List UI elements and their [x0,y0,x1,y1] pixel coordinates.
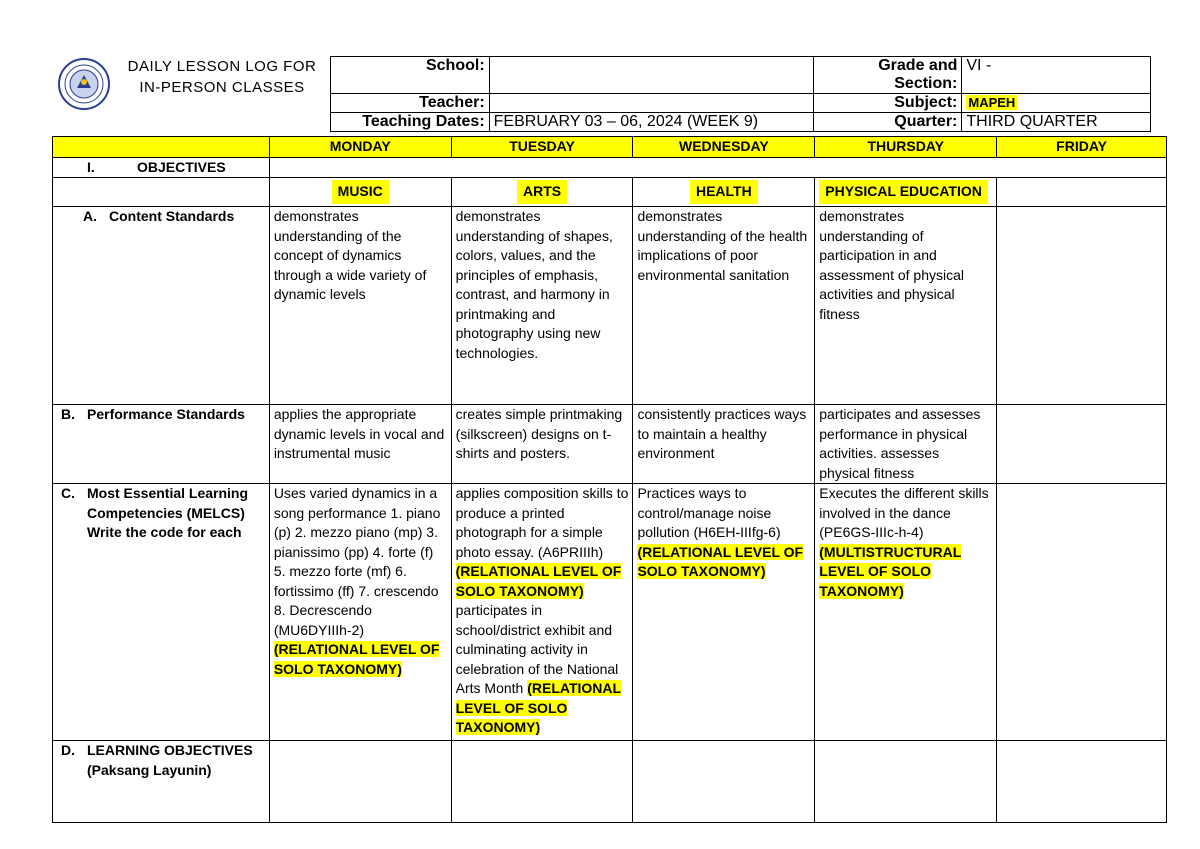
melcs-health-text: Practices ways to control/manage noise pollution (H6EH-IIIfg-6) [637,485,781,540]
melcs-pe-text: Executes the different skills involved in the dance (PE6GS-IIIc-h-4) [819,485,989,540]
subject-row-label [53,178,270,207]
objectives-number: I. [87,158,95,175]
subject-pe-cell [815,178,997,207]
day-header-row [53,137,1167,158]
teacher-value [489,94,813,113]
day-monday: MONDAY [269,137,451,158]
melcs-friday [997,484,1167,741]
title-line-1: DAILY LESSON LOG FOR [127,58,317,75]
performance-standards-label [53,405,270,484]
melcs-line-2: Competencies (MELCS) [87,504,245,521]
melcs-letter: C. [61,485,75,501]
day-thursday: THURSDAY [815,137,997,158]
melcs-arts [451,484,633,741]
performance-title: Performance Standards [87,406,245,422]
day-tuesday: TUESDAY [451,137,633,158]
objectives-blank [269,157,1166,178]
melcs-health-solo: (RELATIONAL LEVEL OF SOLO TAXONOMY) [637,543,804,579]
subject-arts: ARTS [517,180,567,204]
performance-arts: creates simple printmaking (silkscreen) designs on t-shirts and posters. [451,405,633,484]
performance-standards-row [53,405,1167,484]
performance-health: consistently practices ways to maintain a healthy environment [633,405,815,484]
school-value [489,57,813,94]
content-arts: demonstrates understanding of shapes, colors, values, and the principles of emphasis, contrast, and harmony in printmaking and photography using new technologies. [451,207,633,405]
subject-health: HEALTH [690,180,758,204]
melcs-label [53,484,270,741]
teacher-label: Teacher: [331,94,490,113]
content-standards-row [53,207,1167,405]
melcs-arts-solo-1: (RELATIONAL LEVEL OF SOLO TAXONOMY) [455,563,622,599]
melcs-music-text: Uses varied dynamics in a song performance 1. piano (p) 2. mezzo piano (mp) 3. pianissimo (pp) 4. forte (f) 5. mezzo forte (mf) 6. fortissimo (ff) 7. crescendo 8. Decrescendo (MU6DYIIIh-2) [273,485,441,638]
day-friday: FRIDAY [997,137,1167,158]
performance-friday [997,405,1167,484]
title-line-2: IN-PERSON CLASSES [139,79,305,96]
document-title [114,56,330,98]
learning-objectives-label [53,741,270,823]
dates-value: FEBRUARY 03 – 06, 2024 (WEEK 9) [489,113,813,132]
content-standards-label [53,207,270,405]
melcs-health [633,484,815,741]
subject-pe: PHYSICAL EDUCATION [819,180,988,204]
subject-value: MAPEH [968,95,1016,110]
subject-label: Subject: [813,94,962,113]
school-label: School: [331,57,490,94]
lo-title [87,741,253,780]
grade-label: Grade and Section: [813,57,962,94]
melcs-label-wrap [61,484,265,543]
melcs-arts-text-2: participates in school/district exhibit and culminating activity in celebration of the National Arts Month [455,602,619,696]
subject-music-cell [269,178,451,207]
dates-label: Teaching Dates: [331,113,490,132]
melcs-title [87,484,248,543]
lesson-log-table [52,136,1167,823]
melcs-music [269,484,451,741]
lo-label-wrap [61,741,265,780]
content-health: demonstrates understanding of the health implications of poor environmental sanitation [633,207,815,405]
quarter-value: THIRD QUARTER [962,113,1151,132]
subject-value-cell [962,94,1151,113]
lo-friday [997,741,1167,823]
header-info-table [330,56,1151,132]
content-friday [997,207,1167,405]
performance-pe: participates and assesses performance in physical activities. assesses physical fitness [815,405,997,484]
corner-cell [53,137,270,158]
subject-friday-cell [997,178,1167,207]
content-music: demonstrates understanding of the concept of dynamics through a wide variety of dynamic levels [269,207,451,405]
content-letter: A. [83,208,97,224]
subject-arts-cell [451,178,633,207]
subject-music: MUSIC [332,180,389,204]
melcs-arts-solo-2: (RELATIONAL LEVEL OF SOLO TAXONOMY) [455,680,622,735]
performance-music: applies the appropriate dynamic levels in vocal and instrumental music [269,405,451,484]
lo-wednesday [633,741,815,823]
performance-letter: B. [61,406,75,422]
deped-seal-icon [58,58,110,110]
lo-line-2: (Paksang Layunin) [87,761,212,778]
subject-row [53,178,1167,207]
melcs-music-solo: (RELATIONAL LEVEL OF SOLO TAXONOMY) [273,641,440,677]
lo-letter: D. [61,742,75,758]
objectives-row [53,157,1167,178]
learning-objectives-row [53,741,1167,823]
lo-thursday [815,741,997,823]
melcs-pe [815,484,997,741]
lo-line-1: LEARNING OBJECTIVES [87,742,253,758]
lo-monday [269,741,451,823]
content-title: Content Standards [109,208,235,224]
grade-value: VI - [962,57,1151,94]
quarter-label: Quarter: [813,113,962,132]
day-wednesday: WEDNESDAY [633,137,815,158]
melcs-row [53,484,1167,741]
melcs-arts-text-1: applies composition skills to produce a printed photograph for a simple photo essay. (A6PRIIIh) [455,485,629,560]
melcs-line-1: Most Essential Learning [87,485,249,501]
melcs-line-3: Write the code for each [87,524,242,540]
content-pe: demonstrates understanding of participation in and assessment of physical activities and physical fitness [815,207,997,405]
objectives-heading [53,157,270,178]
objectives-title: OBJECTIVES [137,158,226,175]
melcs-pe-solo: (MULTISTRUCTURAL LEVEL OF SOLO TAXONOMY) [819,543,962,599]
lo-tuesday [451,741,633,823]
subject-health-cell [633,178,815,207]
